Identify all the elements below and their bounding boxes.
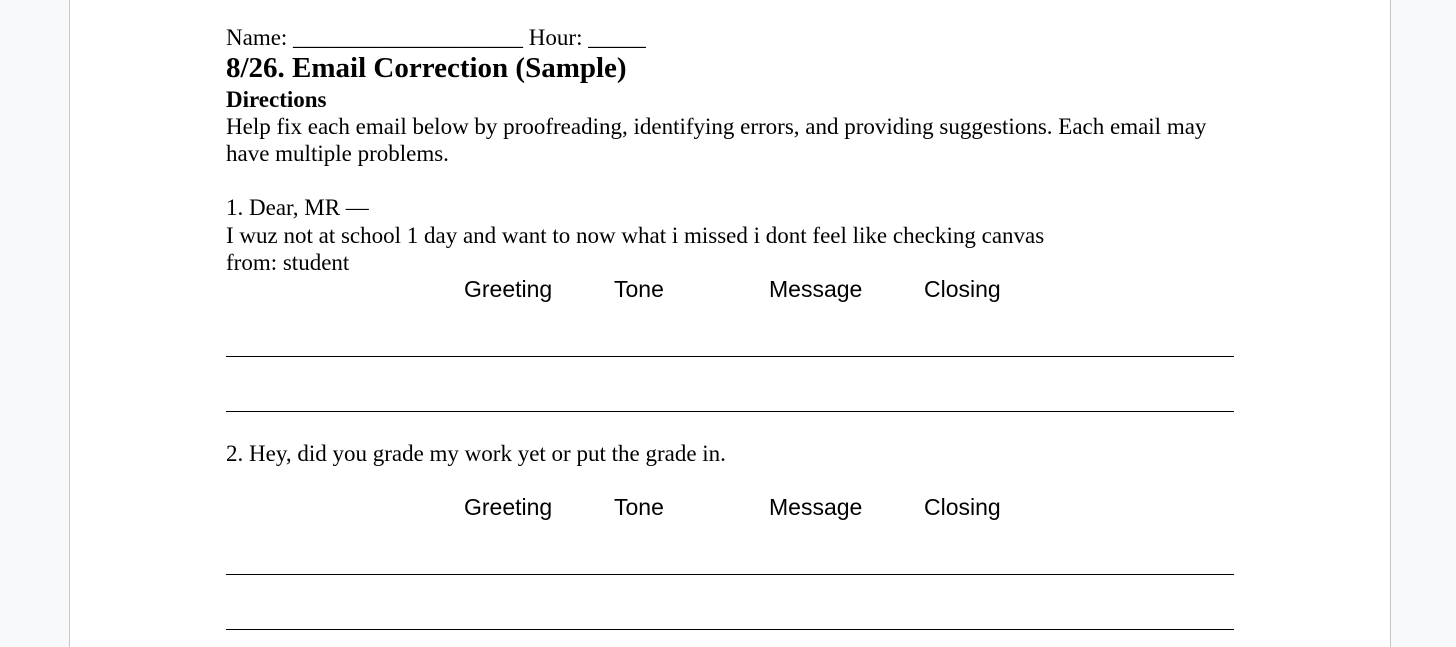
item-1-category-tone: Tone: [614, 276, 664, 302]
item-1-from-line: from: student: [226, 250, 350, 275]
item-1-greeting-line: 1. Dear, MR —: [226, 195, 369, 220]
item-2-category-greeting: Greeting: [464, 494, 553, 520]
item-1-answer-line-1: [226, 356, 1234, 357]
item-2-category-closing: Closing: [924, 494, 1001, 520]
item-2-category-tone: Tone: [614, 494, 664, 520]
name-hour-line: Name: ____________________ Hour: _____: [226, 25, 646, 50]
worksheet-title: 8/26. Email Correction (Sample): [226, 52, 627, 84]
item-2-answer-line-2: [226, 629, 1234, 630]
item-1-category-message: Message: [769, 276, 863, 302]
directions-text: Help fix each email below by proofreading, identifying errors, and providing suggestions. Each email may have multiple problems.: [226, 114, 1207, 166]
directions-heading: Directions: [226, 87, 327, 112]
item-1-message-line: I wuz not at school 1 day and want to now what i missed i dont feel like checking canvas: [226, 223, 1045, 248]
item-1-category-greeting: Greeting: [464, 276, 553, 302]
item-2-category-message: Message: [769, 494, 863, 520]
item-2-email-line: 2. Hey, did you grade my work yet or put the grade in.: [226, 441, 726, 466]
item-1-answer-line-2: [226, 411, 1234, 412]
document-page: [69, 0, 1391, 647]
item-1-category-closing: Closing: [924, 276, 1001, 302]
item-2-answer-line-1: [226, 574, 1234, 575]
